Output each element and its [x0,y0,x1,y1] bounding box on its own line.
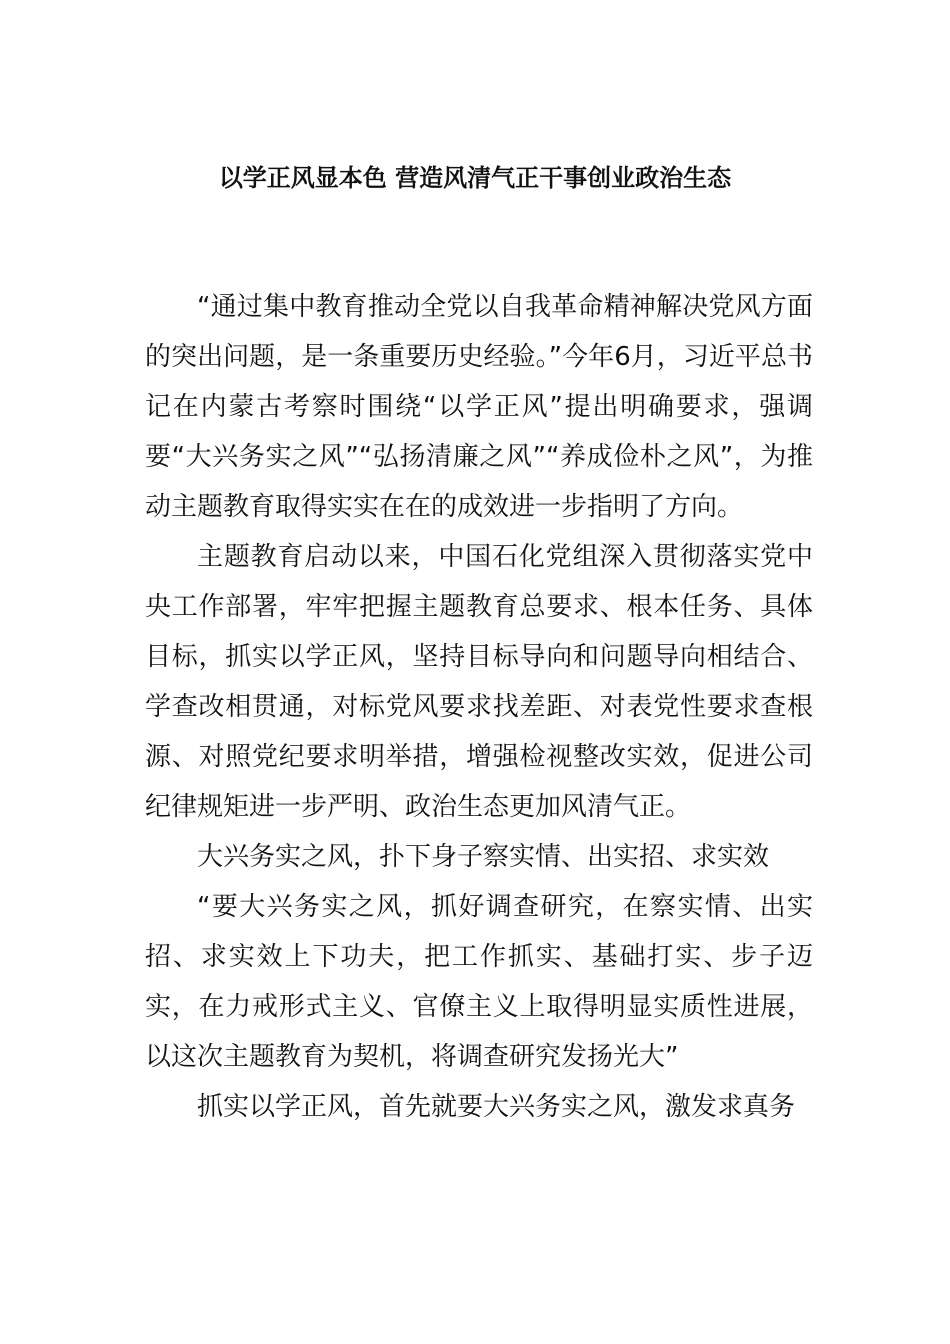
paragraph-practical-quote: “要大兴务实之风，抓好调查研究，在察实情、出实招、求实效上下功夫，把工作抓实、基础打实、步子迈实，在力戒形式主义、官僚主义上取得明显实质性进展，以这次主题教育为契机，将调查研究发扬光大” [145,892,813,1072]
document-title: 以学正风显本色 营造风清气正干事创业政治生态 [218,164,732,192]
section-heading-practical-style: 大兴务实之风，扑下身子察实情、出实招、求实效 [197,842,770,872]
paragraph-intro-quote: “通过集中教育推动全党以自我革命精神解决党风方面的突出问题，是一条重要历史经验。”今年6月，习近平总书记在内蒙古考察时围绕“以学正风”提出明确要求，强调要“大兴务实之风”“弘扬清廉之风”“养成俭朴之风”，为推动主题教育取得实实在在的成效进一步指明了方向。 [145,292,813,522]
paragraph-first-step: 抓实以学正风，首先就要大兴务实之风，激发求真务 [197,1092,796,1122]
paragraph-since-launch: 主题教育启动以来，中国石化党组深入贯彻落实党中央工作部署，牢牢把握主题教育总要求、根本任务、具体目标，抓实以学正风，坚持目标导向和问题导向相结合、学查改相贯通，对标党风要求找差距、对表党性要求查根源、对照党纪要求明举措，增强检视整改实效，促进公司纪律规矩进一步严明、政治生态更加风清气正。 [145,542,813,822]
document-body [145,282,813,1132]
